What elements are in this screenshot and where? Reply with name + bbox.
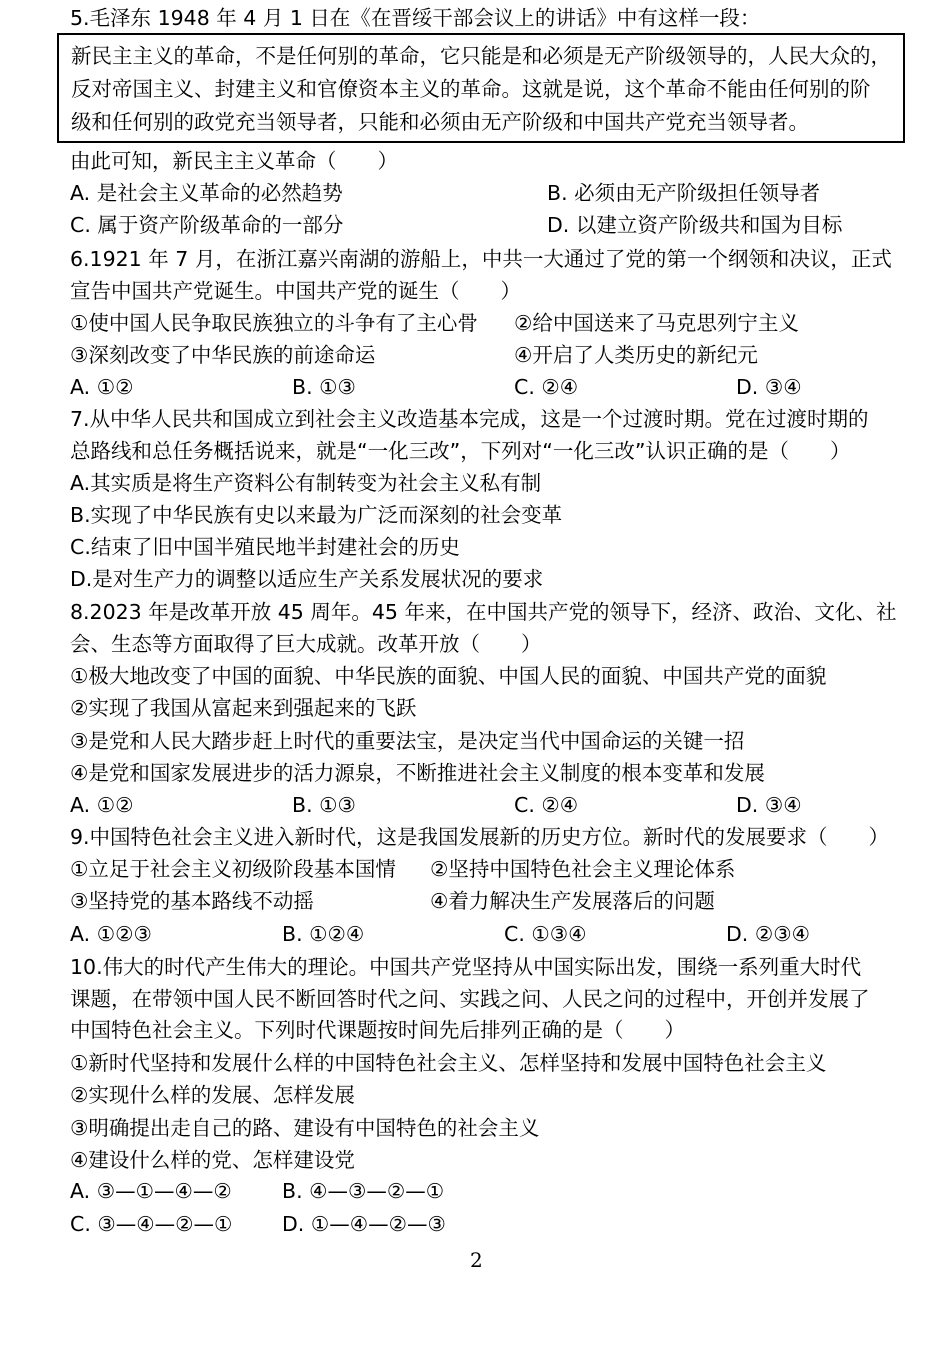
q10-item-2: ②实现什么样的发展、怎样发展 bbox=[70, 1083, 355, 1107]
q9-item-2: ②坚持中国特色社会主义理论体系 bbox=[430, 857, 736, 881]
q6-option-c: C. ②④ bbox=[514, 375, 579, 399]
q9-item-1: ①立足于社会主义初级阶段基本国情 bbox=[70, 857, 396, 881]
q6-item-4: ④开启了人类历史的新纪元 bbox=[514, 343, 758, 367]
q6-option-b: B. ①③ bbox=[292, 375, 356, 399]
page-number: 2 bbox=[470, 1248, 483, 1272]
q10-item-3: ③明确提出走自己的路、建设有中国特色的社会主义 bbox=[70, 1116, 540, 1140]
q9-option-a: A. ①②③ bbox=[70, 922, 152, 946]
q8-option-a: A. ①② bbox=[70, 793, 134, 817]
q10-stem-line: 10.伟大的时代产生伟大的理论。中国共产党坚持从中国实际出发，围绕一系列重大时代 bbox=[70, 955, 862, 979]
q10-item-4: ④建设什么样的党、怎样建设党 bbox=[70, 1148, 355, 1172]
q5-quote-line: 反对帝国主义、封建主义和官僚资本主义的革命。这就是说，这个革命不能由任何别的阶 bbox=[71, 77, 871, 101]
q8-option-b: B. ①③ bbox=[292, 793, 356, 817]
q9-option-d: D. ②③④ bbox=[726, 922, 810, 946]
q6-item-1: ①使中国人民争取民族独立的斗争有了主心骨 bbox=[70, 311, 478, 335]
q5-quote-line: 级和任何别的政党充当领导者，只能和必须由无产阶级和中国共产党充当领导者。 bbox=[71, 110, 809, 134]
q5-option-c: C. 属于资产阶级革命的一部分 bbox=[70, 213, 344, 237]
q6-option-a: A. ①② bbox=[70, 375, 134, 399]
q7-option-a: A.其实质是将生产资料公有制转变为社会主义私有制 bbox=[70, 471, 542, 495]
q10-item-1: ①新时代坚持和发展什么样的中国特色社会主义、怎样坚持和发展中国特色社会主义 bbox=[70, 1051, 827, 1075]
q9-stem: 9.中国特色社会主义进入新时代，这是我国发展新的历史方位。新时代的发展要求（ ） bbox=[70, 825, 890, 849]
q8-item-2: ②实现了我国从富起来到强起来的飞跃 bbox=[70, 696, 417, 720]
q8-option-d: D. ③④ bbox=[736, 793, 802, 817]
q6-stem-line: 6.1921 年 7 月，在浙江嘉兴南湖的游船上，中共一大通过了党的第一个纲领和决议，正式 bbox=[70, 247, 892, 271]
q8-stem-line: 8.2023 年是改革开放 45 周年。45 年来，在中国共产党的领导下，经济、政治、文化、社 bbox=[70, 600, 897, 624]
q7-option-b: B.实现了中华民族有史以来最为广泛而深刻的社会变革 bbox=[70, 503, 563, 527]
q9-option-b: B. ①②④ bbox=[282, 922, 365, 946]
q9-item-3: ③坚持党的基本路线不动摇 bbox=[70, 889, 314, 913]
q5-quote-line: 新民主主义的革命，不是任何别的革命，它只能是和必须是无产阶级领导的，人民大众的， bbox=[71, 44, 891, 68]
q6-item-2: ②给中国送来了马克思列宁主义 bbox=[514, 311, 799, 335]
q5-option-a: A. 是社会主义革命的必然趋势 bbox=[70, 181, 343, 205]
q7-stem-line: 7.从中华人民共和国成立到社会主义改造基本完成，这是一个过渡时期。党在过渡时期的 bbox=[70, 407, 869, 431]
q6-item-3: ③深刻改变了中华民族的前途命运 bbox=[70, 343, 376, 367]
q9-option-c: C. ①③④ bbox=[504, 922, 587, 946]
q7-stem-line: 总路线和总任务概括说来，就是“一化三改”，下列对“一化三改”认识正确的是（ ） bbox=[70, 439, 851, 463]
q5-stem: 5.毛泽东 1948 年 4 月 1 日在《在晋绥干部会议上的讲话》中有这样一段： bbox=[70, 6, 761, 30]
q5-quote-box bbox=[57, 33, 905, 143]
q10-option-a: A. ③—①—④—② bbox=[70, 1179, 232, 1203]
q9-item-4: ④着力解决生产发展落后的问题 bbox=[430, 889, 715, 913]
q6-option-d: D. ③④ bbox=[736, 375, 802, 399]
q8-option-c: C. ②④ bbox=[514, 793, 579, 817]
q5-question: 由此可知，新民主主义革命（ ） bbox=[70, 149, 398, 173]
q8-stem-line: 会、生态等方面取得了巨大成就。改革开放（ ） bbox=[70, 632, 542, 656]
q10-option-d: D. ①—④—②—③ bbox=[282, 1212, 446, 1236]
q10-stem-line: 中国特色社会主义。下列时代课题按时间先后排列正确的是（ ） bbox=[70, 1018, 685, 1042]
q5-option-d: D. 以建立资产阶级共和国为目标 bbox=[547, 213, 843, 237]
q10-option-c: C. ③—④—②—① bbox=[70, 1212, 233, 1236]
q8-item-1: ①极大地改变了中国的面貌、中华民族的面貌、中国人民的面貌、中国共产党的面貌 bbox=[70, 664, 827, 688]
q10-option-b: B. ④—③—②—① bbox=[282, 1179, 445, 1203]
q7-option-c: C.结束了旧中国半殖民地半封建社会的历史 bbox=[70, 535, 460, 559]
q10-stem-line: 课题，在带领中国人民不断回答时代之问、实践之问、人民之问的过程中，开创并发展了 bbox=[70, 987, 870, 1011]
q8-item-4: ④是党和国家发展进步的活力源泉，不断推进社会主义制度的根本变革和发展 bbox=[70, 761, 765, 785]
q8-item-3: ③是党和人民大踏步赶上时代的重要法宝，是决定当代中国命运的关键一招 bbox=[70, 729, 745, 753]
q7-option-d: D.是对生产力的调整以适应生产关系发展状况的要求 bbox=[70, 567, 544, 591]
q6-stem-line: 宣告中国共产党诞生。中国共产党的诞生（ ） bbox=[70, 279, 521, 303]
q5-option-b: B. 必须由无产阶级担任领导者 bbox=[547, 181, 821, 205]
